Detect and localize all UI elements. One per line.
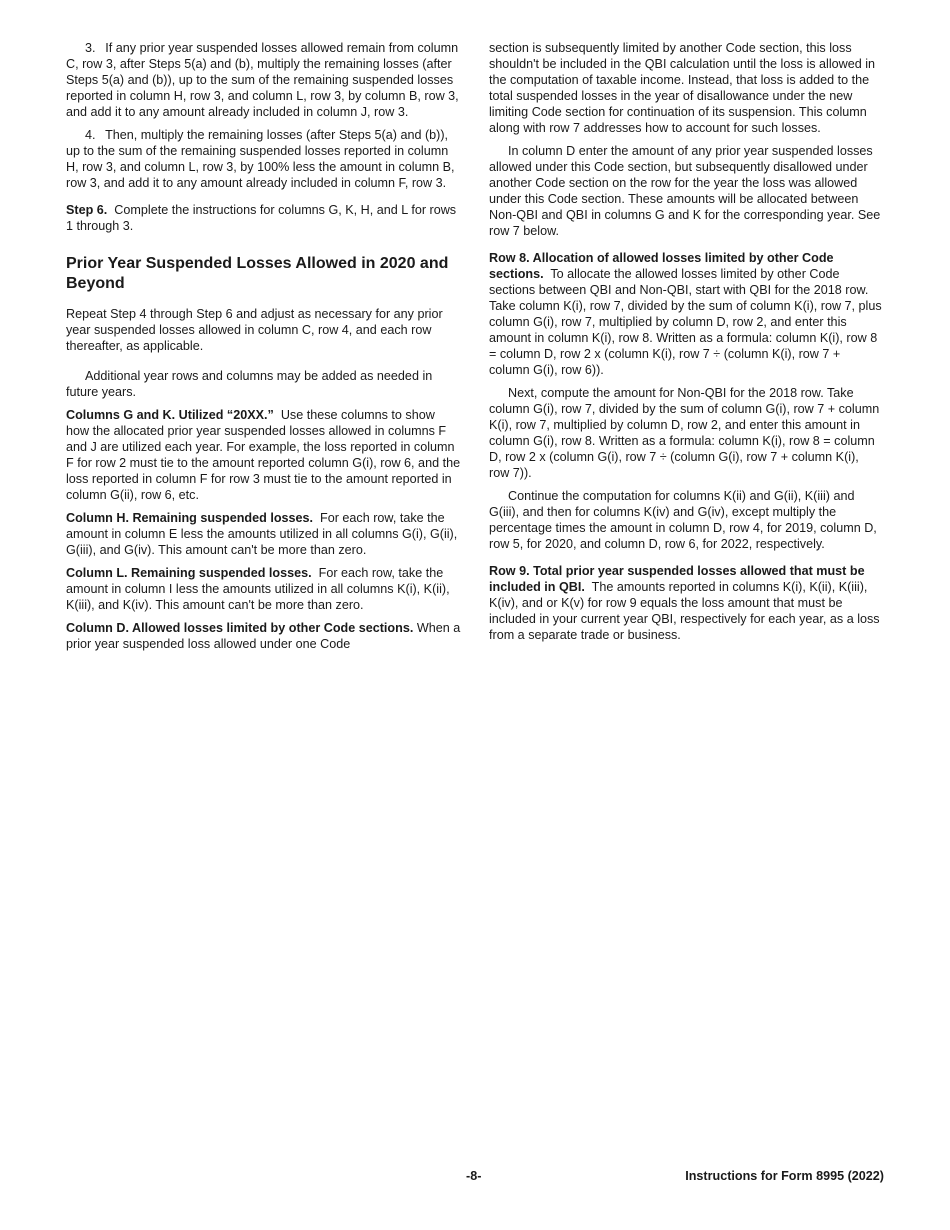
paragraph-row9 (489, 563, 882, 643)
right-column (489, 40, 882, 650)
column-d-label: Column D. Allowed losses limited by other Code sections. (66, 621, 414, 635)
columns-g-k-text: Use these columns to show how the allocated prior year suspended losses allowed in columns F and J are utilized each year. For example, the loss reported in column F for row 2 must tie to the amount reported column G(i), row 6, and the loss reported in column F for row 3 must tie to the amount reported in column G(ii), row 6, etc. (66, 408, 461, 502)
paragraph-column-h (66, 510, 461, 558)
step6-text: Complete the instructions for columns G, K, H, and L for rows 1 through 3. (66, 203, 457, 233)
paragraph-step5d: 4. Then, multiply the remaining losses (after Steps 5(a) and (b)), up to the sum of the remaining suspended losses reported in column H, row 3, and column L, row 3, by 100% less the amount in column B, row 3, and add it to any amount already included in column F, row 3. (66, 128, 455, 190)
paragraph-columns-g-k (66, 407, 461, 503)
left-column (66, 40, 461, 659)
paragraph-column-d-entry: In column D enter the amount of any prior year suspended losses allowed under this Code section, but subsequently disallowed under another Code section on the row for the year the loss was allowed under this Code section. These amounts will be allocated between Non-QBI and QBI in columns G and K for the corresponding year. See row 7 below. (489, 144, 881, 238)
row9-text: The amounts reported in columns K(i), K(ii), K(iii), K(iv), and or K(v) for row 9 equals the loss amount that must be included in your current year QBI, respectively for each year, as a loss from a separate trade or business. (489, 580, 880, 642)
paragraph-column-l (66, 565, 461, 613)
column-d-text: When a prior year suspended loss allowed under one Code (66, 621, 461, 651)
column-l-text: For each row, take the amount in column I less the amounts utilized in all columns K(i), K(ii), K(iii), and K(iv). This amount can't be more than zero. (66, 566, 450, 612)
paragraph-step6 (66, 202, 461, 234)
paragraph-row8 (489, 250, 882, 378)
step6-label: Step 6. (66, 203, 108, 217)
column-l-label: Column L. Remaining suspended losses. (66, 566, 312, 580)
paragraph-step5c: 3. If any prior year suspended losses allowed remain from column C, row 3, after Steps 5(a) and (b), multiply the remaining losses (after Steps 5(a) and (b)), up to the sum of the remaining suspended losses reported in column H, row 3, and column L, row 3, by column B, row 3, and add it to any amount already included in column J, row 3. (66, 41, 459, 119)
paragraph-repeat: Repeat Step 4 through Step 6 and adjust as necessary for any prior year suspended losses allowed in column C, row 4, and each row thereafter, as applicable. (66, 307, 443, 353)
paragraph-additional: Additional year rows and columns may be added as needed in future years. (66, 369, 433, 399)
paragraph-column-d-continued: section is subsequently limited by another Code section, this loss shouldn't be included in the QBI calculation until the loss is allowed in the computation of taxable income. Instead, that loss is added to the total suspended losses in the year of disallowance under the new limiting Code section for continuation of its suspension. This column along with row 7 addresses how to account for such losses. (489, 41, 876, 135)
row8-text: To allocate the allowed losses limited by other Code sections between QBI and Non-QBI, start with QBI for the 2018 row. Take column K(i), row 7, divided by the sum of column K(i), row 7, plus column G(i), row 7, multiplied by column D, row 2, and enter this amount in column K(i), row 8. Written as a formula: column K(i), row 8 = column D, row 2 x (column K(i), row 7 ÷ (column K(i), row 7 + column G(i), row 6)). (489, 267, 882, 377)
column-h-text: For each row, take the amount in column E less the amounts utilized in all columns G(i), G(ii), G(iii), and G(iv). This amount can't be more than zero. (66, 511, 458, 557)
row8-label: Row 8. Allocation of allowed losses limited by other Code sections. (489, 251, 834, 281)
row9-label: Row 9. Total prior year suspended losses allowed that must be included in QBI. (489, 564, 865, 594)
paragraph-column-d (66, 620, 461, 652)
page-number: -8- (466, 1169, 482, 1183)
section-heading: Prior Year Suspended Losses Allowed in 2020 and Beyond (66, 255, 449, 292)
paragraph-next: Next, compute the amount for Non-QBI for the 2018 row. Take column G(i), row 7, divided by the sum of column G(i), row 7 + column K(i), row 7, multiplied by column D, row 2, and enter this amount in column G(i), row 8. Written as a formula: column K(i), row 8 = column D, row 2 x (column G(i), row 7 ÷ (column G(i), row 7 + column K(i), row 7)). (489, 386, 880, 480)
paragraph-continue: Continue the computation for columns K(ii) and G(ii), K(iii) and G(iii), and then for columns K(iv) and G(iv), except multiply the percentage times the amount in column D, row 4, for 2019, column D, row 5, for 2020, and column D, row 6, for 2022, respectively. (489, 489, 877, 551)
columns-g-k-label: Columns G and K. Utilized “20XX.” (66, 408, 274, 422)
document-title: Instructions for Form 8995 (2022) (685, 1169, 884, 1183)
column-h-label: Column H. Remaining suspended losses. (66, 511, 314, 525)
